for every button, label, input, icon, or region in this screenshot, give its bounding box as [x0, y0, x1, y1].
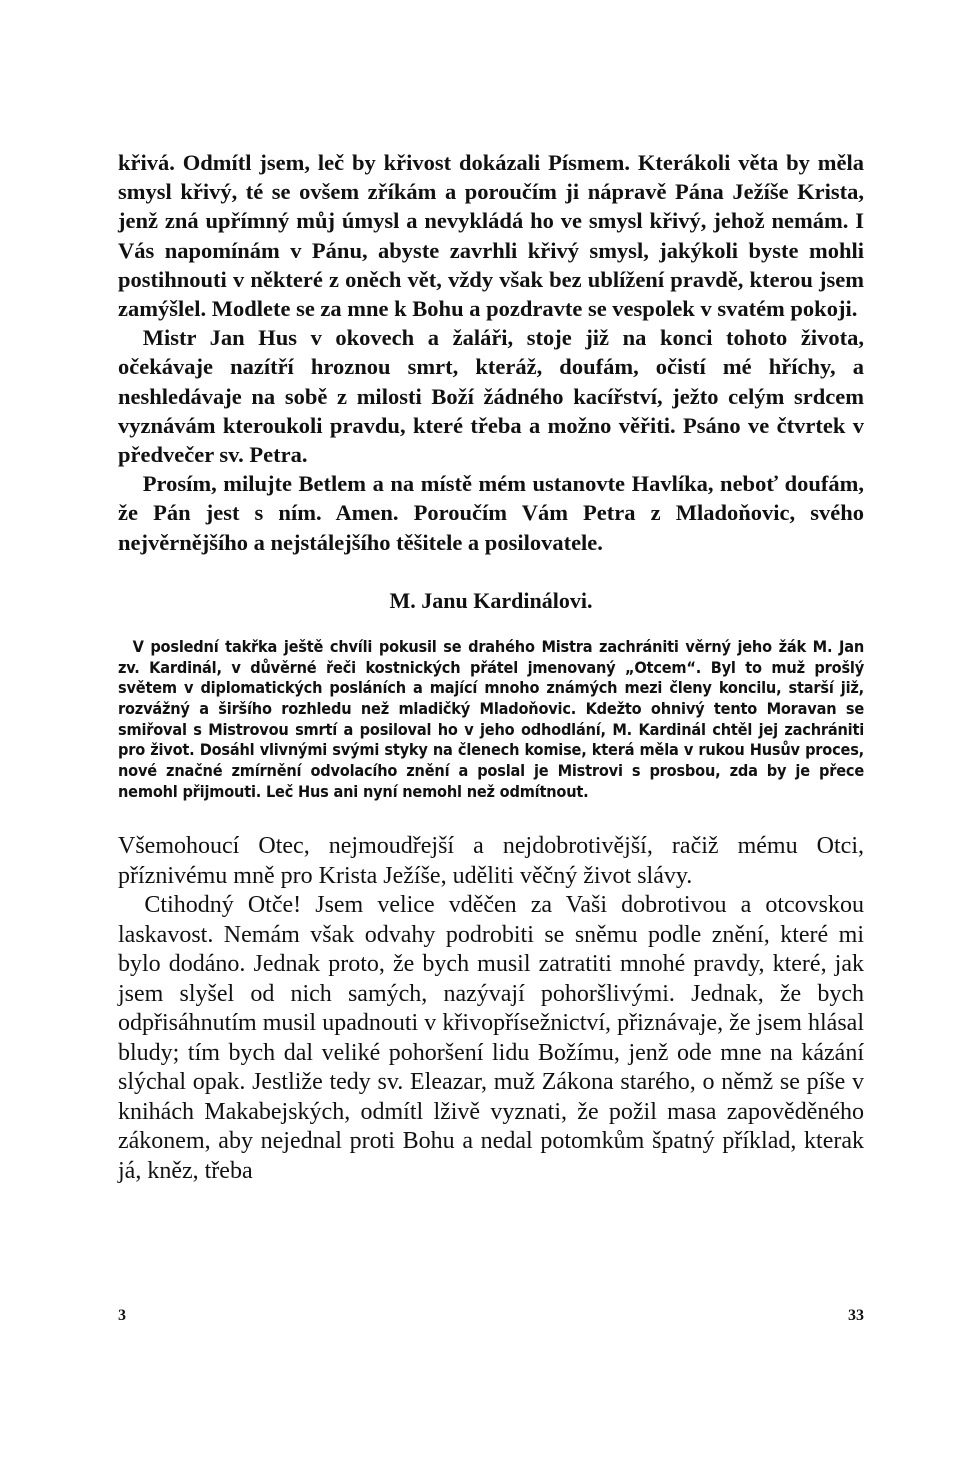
letter-body — [118, 832, 864, 1186]
paragraph: Ctihodný Otče! Jsem velice vděčen za Vaši dobrotivou a otcovskou laskavost. Nemám však odvahy podrobiti se sněmu podle znění, které mi bylo dodáno. Jednak proto, že bych musil zatratiti mnohé pravdy, které, jak jsem slyšel od nich samých, nazývají pohoršlivými. Jednak, že bych odpřisáhnutím musil upadnouti v křivopřísežnictví, přiznávaje, že jsem hlásal bludy; tím bych dal veliké pohoršení lidu Božímu, jenž ode mne na kázání slýchal opak. Jestliže tedy sv. Eleazar, muž Zákona starého, o němž se píše v knihách Makabejských, odmítl lživě vyznati, že požil masa zapověděného zákonem, aby nejednal proti Bohu a nedal potomkům špatný příklad, kterak já, kněz, třeba — [118, 892, 864, 1184]
paragraph: Mistr Jan Hus v okovech a žaláři, stoje již na konci tohoto života, očekávaje nazítří hroznou smrt, kteráž, doufám, očistí mé hříchy, a neshledávaje na sobě z milosti Boží žádného kacířství, ježto celým srdcem vyznávám kteroukoli pravdu, které třeba a možno věřiti. Psáno ve čtvrtek v předvečer sv. Petra. — [118, 325, 864, 468]
section-heading: M. Janu Kardinálovi. — [389, 587, 593, 613]
page-number: 33 — [848, 1307, 864, 1324]
editorial-introduction — [118, 637, 864, 803]
letter-ending-section — [118, 148, 864, 557]
paragraph: Prosím, milujte Betlem a na místě mém ustanovte Havlíka, neboť doufám, že Pán jest s ním. Amen. Poroučím Vám Petra z Mladoňovic, svého nejvěrnějšího a nejstálejšího těšitele a posilovatele. — [118, 471, 864, 555]
paragraph: křivá. Odmítl jsem, leč by křivost dokázali Písmem. Kterákoli věta by měla smysl křivý, té se ovšem zříkám a poroučím ji nápravě Pána Ježíše Krista, jenž zná upřímný můj úmysl a nevykládá ho ve smysl křivý, jehož nemám. I Vás napomínám v Pánu, abyste zavrhli křivý smysl, jakýkoli byste mohli postihnouti v některé z oněch vět, vždy však bez ublížení pravdě, kterou jsem zamýšlel. Modlete se za mne k Bohu a pozdravte se vespolek v svatém pokoji. — [118, 150, 864, 322]
book-page — [118, 148, 864, 1186]
signature-mark: 3 — [118, 1307, 126, 1324]
paragraph: Všemohoucí Otec, nejmoudřejší a nejdobrotivější, račiž mému Otci, příznivému mně pro Krista Ježíše, uděliti věčný život slávy. — [118, 833, 864, 889]
intro-paragraph: V poslední takřka ještě chvíli pokusil se drahého Mistra zachrániti věrný jeho žák M. Jan zv. Kardinál, v důvěrné řeči kostnických přátel jmenovaný „Otcem“. Byl to muž prošlý světem v diplomatických posláních a mající mnoho známých mezi členy koncilu, starší již, rozvážný a širšího rozhledu než mladičký Mladoňovic. Kdežto ohnivý tento Moravan se smiřoval s Mistrovou smrtí a posiloval ho v jeho odhodlání, M. Kardinál chtěl jej zachrániti pro život. Dosáhl vlivnými svými styky na členech komise, která měla v rukou Husův proces, nové značné zmírnění odvolacího znění a poslal je Mistrovi s prosbou, zda by je přece nemohl přijmouti. Leč Hus ani nyní nemohl než odmítnout. — [118, 636, 864, 801]
